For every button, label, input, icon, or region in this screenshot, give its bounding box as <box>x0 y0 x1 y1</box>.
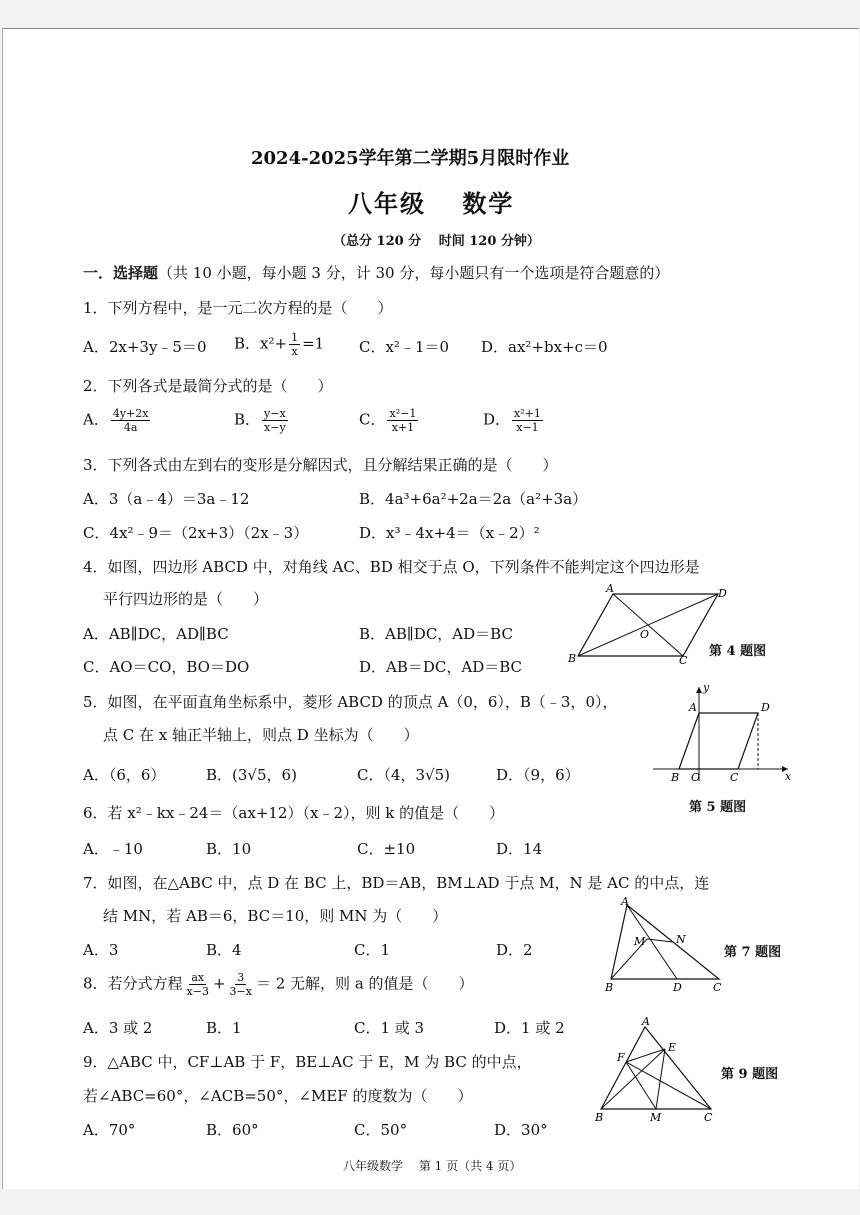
fraction-numerator: 1 <box>291 331 299 344</box>
fig4-label-d: D <box>718 587 727 600</box>
fig5-label-y: y <box>703 681 710 694</box>
page-footer: 八年级数学 第 1 页（共 4 页） <box>343 1159 522 1173</box>
q5-stem-line1: 5．如图，在平面直角坐标系中，菱形 ABCD 的顶点 A（0，6），B（﹣3，0）， <box>83 693 618 711</box>
section-note: （共 10 小题，每小题 3 分，计 30 分，每小题只有一个选项是符合题意的） <box>158 264 670 282</box>
fig4-label-c: C <box>679 654 688 667</box>
fraction-numerator: y−x <box>264 407 286 420</box>
q9-option-d: D．30° <box>494 1121 548 1139</box>
fraction-denominator: x−3 <box>186 985 209 998</box>
fig9-label-c: C <box>704 1111 713 1124</box>
fig5-label-o: O <box>691 771 701 784</box>
q4-option-c: C．AO＝CO，BO＝DO <box>83 658 250 676</box>
q1-b-fraction <box>289 331 300 358</box>
fraction-denominator: 3−x <box>229 985 252 998</box>
q6-option-c: C．±10 <box>357 840 416 858</box>
fig7-label-c: C <box>713 981 722 994</box>
q1-option-d: D．ax²+bx+c＝0 <box>481 338 608 356</box>
q2-stem: 2．下列各式是最简分式的是（ ） <box>83 377 333 395</box>
q5-option-d: D．（9，6） <box>496 766 580 784</box>
q2-option-c <box>359 407 420 434</box>
q5-option-c: C．（4，3√5) <box>357 766 451 784</box>
q8-fraction-2 <box>228 971 254 998</box>
q8-stem <box>83 971 474 998</box>
q4-figure-caption: 第 4 题图 <box>709 644 767 659</box>
q3-option-a: A．3（a﹣4）＝3a﹣12 <box>83 490 250 508</box>
fig7-label-d: D <box>673 981 682 994</box>
q1-option-a: A．2x+3y﹣5＝0 <box>83 338 207 356</box>
q5-option-a: A．（6，6） <box>83 766 166 784</box>
section-heading <box>83 262 669 283</box>
fig7-label-a: A <box>621 895 629 908</box>
exam-title: 2024-2025学年第二学期5月限时作业 <box>251 148 570 169</box>
q8-stem-suffix: ＝ 2 无解，则 a 的值是（ ） <box>255 974 474 993</box>
q9-stem-line2: 若∠ABC=60°，∠ACB=50°，∠MEF 的度数为（ ） <box>83 1087 473 1105</box>
fraction-numerator: 3 <box>237 971 245 984</box>
q8-plus: + <box>212 974 226 993</box>
fig5-label-b: B <box>671 771 680 784</box>
q5-stem-line2: 点 C 在 x 轴正半轴上，则点 D 坐标为（ ） <box>103 726 419 744</box>
q2-option-a <box>83 407 152 434</box>
q7-triangle-figure <box>601 897 726 993</box>
fig5-label-a: A <box>689 701 697 714</box>
fig9-label-m: M <box>650 1111 662 1124</box>
option-label: B． <box>234 410 261 429</box>
fraction-denominator: x <box>291 345 298 358</box>
q7-stem-line2: 结 MN，若 AB＝6，BC＝10，则 MN 为（ ） <box>103 907 448 925</box>
q1-b-suffix: =1 <box>302 334 325 353</box>
q4-option-a: A．AB∥DC，AD∥BC <box>83 625 229 643</box>
subject-heading: 八年级 数学 <box>348 189 515 218</box>
fig7-label-n: N <box>676 933 686 946</box>
q1-stem: 1．下列方程中，是一元二次方程的是（ ） <box>83 299 393 317</box>
q3-option-b: B．4a³+6a²+2a＝2a（a²+3a） <box>359 490 588 508</box>
exam-meta: （总分 120 分 时间 120 分钟） <box>333 234 540 249</box>
q9-option-b: B．60° <box>206 1121 259 1139</box>
q1-b-prefix: B．x²+ <box>234 334 288 353</box>
q9-stem-line1: 9．△ABC 中，CF⊥AB 于 F，BE⊥AC 于 E，M 为 BC 的中点， <box>83 1053 532 1071</box>
section-title: 一．选择题 <box>83 264 159 282</box>
q9-option-c: C．50° <box>354 1121 408 1139</box>
option-label: A． <box>83 410 109 429</box>
fig9-label-f: F <box>617 1051 625 1064</box>
fig5-label-c: C <box>730 771 739 784</box>
q1-option-c: C．x²﹣1＝0 <box>359 338 450 356</box>
q8-option-d: D．1 或 2 <box>494 1019 565 1037</box>
q4-stem-line2: 平行四边形的是（ ） <box>103 590 269 608</box>
q8-option-c: C．1 或 3 <box>354 1019 425 1037</box>
q4-stem-line1: 4．如图，四边形 ABCD 中，对角线 AC、BD 相交于点 O，下列条件不能判定这个四边形是 <box>83 558 700 576</box>
q1-option-b <box>234 331 324 358</box>
q6-option-b: B．10 <box>206 840 252 858</box>
option-label: D． <box>483 410 511 429</box>
q2-c-fraction <box>387 407 418 434</box>
q8-option-a: A．3 或 2 <box>83 1019 153 1037</box>
fig7-label-b: B <box>605 981 614 994</box>
fraction-numerator: x²−1 <box>389 407 417 420</box>
q6-option-a: A．﹣10 <box>83 840 143 858</box>
exam-page <box>2 28 859 1189</box>
fraction-numerator: 4y+2x <box>112 407 149 420</box>
q3-stem: 3．下列各式由左到右的变形是分解因式，且分解结果正确的是（ ） <box>83 456 558 474</box>
q5-option-b: B．(3√5，6) <box>206 766 297 784</box>
q4-option-b: B．AB∥DC，AD＝BC <box>359 625 513 643</box>
q6-stem: 6．若 x²﹣kx﹣24＝（ax+12）（x﹣2），则 k 的值是（ ） <box>83 804 505 822</box>
q4-parallelogram-figure <box>568 582 727 667</box>
fig5-label-x: x <box>785 770 792 783</box>
fig4-label-b: B <box>568 652 577 665</box>
q9-figure-caption: 第 9 题图 <box>721 1067 779 1082</box>
q4-option-d: D．AB＝DC，AD＝BC <box>359 658 523 676</box>
q8-stem-prefix: 8．若分式方程 <box>83 974 183 993</box>
fraction-numerator: ax <box>191 971 205 984</box>
q9-option-a: A．70° <box>83 1121 136 1139</box>
fraction-denominator: 4a <box>123 421 138 434</box>
q2-option-b <box>234 407 290 434</box>
q2-option-d <box>483 407 545 434</box>
q7-option-a: A．3 <box>83 941 119 959</box>
fig9-label-b: B <box>595 1111 604 1124</box>
q9-triangle-figure <box>593 1015 718 1124</box>
q2-a-fraction <box>111 407 151 434</box>
fig5-label-d: D <box>761 701 770 714</box>
fraction-denominator: x−y <box>264 421 286 434</box>
option-label: C． <box>359 410 386 429</box>
q7-option-b: B．4 <box>206 941 242 959</box>
fig4-label-a: A <box>606 582 614 595</box>
q7-figure-caption: 第 7 题图 <box>724 945 782 960</box>
q7-stem-line1: 7．如图，在△ABC 中，点 D 在 BC 上，BD＝AB，BM⊥AD 于点 M，N 是 AC 的中点，连 <box>83 874 710 892</box>
q5-coordinate-figure <box>653 681 793 784</box>
q8-fraction-1 <box>185 971 211 998</box>
q3-option-d: D．x³﹣4x+4＝（x﹣2）² <box>359 524 540 542</box>
q3-option-c: C．4x²﹣9＝（2x+3）（2x﹣3） <box>83 524 309 542</box>
fig9-label-e: E <box>668 1041 677 1054</box>
q7-option-c: C．1 <box>354 941 391 959</box>
q6-option-d: D．14 <box>496 840 543 858</box>
fig4-label-o: O <box>640 628 650 641</box>
q8-option-b: B．1 <box>206 1019 242 1037</box>
fig7-label-m: M <box>634 935 646 948</box>
fig9-label-a: A <box>642 1015 650 1028</box>
q2-d-fraction <box>512 407 543 434</box>
q7-option-d: D．2 <box>496 941 533 959</box>
q2-b-fraction <box>262 407 288 434</box>
fraction-denominator: x+1 <box>391 421 415 434</box>
q5-figure-caption: 第 5 题图 <box>689 800 747 815</box>
fraction-denominator: x−1 <box>516 421 539 434</box>
fraction-numerator: x²+1 <box>514 407 541 420</box>
